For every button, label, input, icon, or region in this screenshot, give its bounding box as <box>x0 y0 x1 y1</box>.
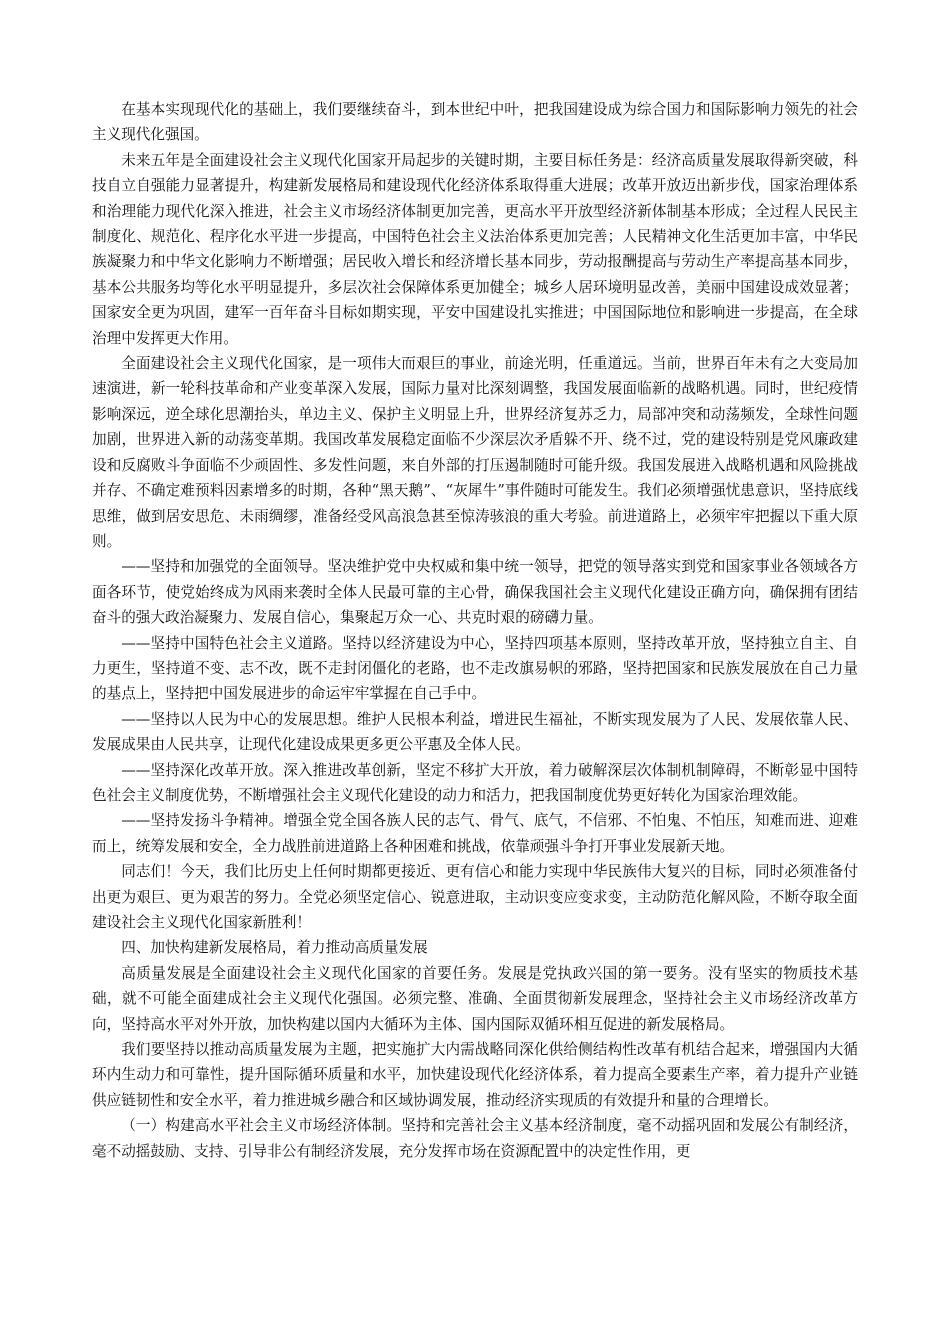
paragraph-development-theme: 我们要坚持以推动高质量发展为主题，把实施扩大内需战略同深化供给侧结构性改革有机结合起来，增强国内大循环内生动力和可靠性，提升国际循环质量和水平，加快建设现代化经济体系，着力提高全要素生产率，着力提升产业链供应链韧性和安全水平，着力推进城乡融合和区域协调发展，推动经济实现质的有效提升和量的合理增长。 <box>92 1041 858 1109</box>
paragraph-challenges: 全面建设社会主义现代化国家，是一项伟大而艰巨的事业，前途光明，任重道远。当前，世界百年未有之大变局加速演进，新一轮科技革命和产业变革深入发展，国际力量对比深刻调整，我国发展面临新的战略机遇。同时，世纪疫情影响深远，逆全球化思潮抬头，单边主义、保护主义明显上升，世界经济复苏乏力，局部冲突和动荡频发，全球性问题加剧，世界进入新的动荡变革期。我国改革发展稳定面临不少深层次矛盾躲不开、绕不过，党的建设特别是党风廉政建设和反腐败斗争面临不少顽固性、多发性问题，来自外部的打压遏制随时可能升级。我国发展进入战略机遇和风险挑战并存、不确定难预料因素增多的时期，各种“黑天鹅”、“灰犀牛”事件随时可能发生。我们必须增强忧患意识，坚持底线思维，做到居安思危、未雨绸缪，准备经受风高浪急甚至惊涛骇浪的重大考验。前进道路上，必须牢牢把握以下重大原则。 <box>92 355 858 550</box>
paragraph-principle-reform-opening: ——坚持深化改革开放。深入推进改革创新，坚定不移扩大开放，着力破解深层次体制机制障碍，不断彰显中国特色社会主义制度优势，不断增强社会主义现代化建设的动力和活力，把我国制度优势更好转化为国家治理效能。 <box>92 761 858 804</box>
paragraph-five-year-goals: 未来五年是全面建设社会主义现代化国家开局起步的关键时期，主要目标任务是：经济高质量发展取得新突破，科技自立自强能力显著提升，构建新发展格局和建设现代化经济体系取得重大进展；改革开放迈出新步伐，国家治理体系和治理能力现代化深入推进，社会主义市场经济体制更加完善，更高水平开放型经济新体制基本形成；全过程人民民主制度化、规范化、程序化水平进一步提高，中国特色社会主义法治体系更加完善；人民精神文化生活更加丰富，中华民族凝聚力和中华文化影响力不断增强；居民收入增长和经济增长基本同步，劳动报酬提高与劳动生产率提高基本同步，基本公共服务均等化水平明显提升，多层次社会保障体系更加健全；城乡人居环境明显改善，美丽中国建设成效显著；国家安全更为巩固，建军一百年奋斗目标如期实现，平安中国建设扎实推进；中国国际地位和影响进一步提高，在全球治理中发挥更大作用。 <box>92 151 858 347</box>
paragraph-high-quality-development: 高质量发展是全面建设社会主义现代化国家的首要任务。发展是党执政兴国的第一要务。没有坚实的物质技术基础，就不可能全面建成社会主义现代化强国。必须完整、准确、全面贯彻新发展理念，坚持社会主义市场经济改革方向，坚持高水平对外开放，加快构建以国内大循环为主体、国内国际双循环相互促进的新发展格局。 <box>92 964 858 1033</box>
paragraph-comrades: 同志们！今天，我们比历史上任何时期都更接近、更有信心和能力实现中华民族伟大复兴的目标，同时必须准备付出更为艰巨、更为艰苦的努力。全党必须坚定信心、锐意进取，主动识变应变求变，主动防范化解风险，不断夺取全面建设社会主义现代化国家新胜利！ <box>92 863 858 931</box>
paragraph-goal-mid-century: 在基本实现现代化的基础上，我们要继续奋斗，到本世纪中叶，把我国建设成为综合国力和国际影响力领先的社会主义现代化强国。 <box>92 101 858 144</box>
paragraph-principle-party-leadership: ——坚持和加强党的全面领导。坚决维护党中央权威和集中统一领导，把党的领导落实到党和国家事业各领域各方面各环节，使党始终成为风雨来袭时全体人民最可靠的主心骨，确保我国社会主义现代化建设正确方向，确保拥有团结奋斗的强大政治凝聚力、发展自信心，集聚起万众一心、共克时艰的磅礴力量。 <box>92 558 858 627</box>
paragraph-market-economy: （一）构建高水平社会主义市场经济体制。坚持和完善社会主义基本经济制度，毫不动摇巩固和发展公有制经济，毫不动摇鼓励、支持、引导非公有制经济发展，充分发挥市场在资源配置中的决定性作用，更 <box>92 1117 858 1160</box>
paragraph-principle-people-centered: ——坚持以人民为中心的发展思想。维护人民根本利益，增进民生福祉，不断实现发展为了人民、发展依靠人民、发展成果由人民共享，让现代化建设成果更多更公平惠及全体人民。 <box>92 710 858 754</box>
section-heading-four: 四、加快构建新发展格局，着力推动高质量发展 <box>121 939 428 957</box>
body-text <box>92 97 858 1164</box>
paragraph-principle-struggle: ——坚持发扬斗争精神。增强全党全国各族人民的志气、骨气、底气，不信邪、不怕鬼、不怕压，知难而进、迎难而上，统筹发展和安全，全力战胜前进道路上各种困难和挑战，依靠顽强斗争打开事业发展新天地。 <box>92 812 858 855</box>
paragraph-principle-socialist-road: ——坚持中国特色社会主义道路。坚持以经济建设为中心，坚持四项基本原则，坚持改革开放，坚持独立自主、自力更生，坚持道不变、志不改，既不走封闭僵化的老路，也不走改旗易帜的邪路，坚持把国家和民族发展放在自己力量的基点上，坚持把中国发展进步的命运牢牢掌握在自己手中。 <box>92 634 858 703</box>
